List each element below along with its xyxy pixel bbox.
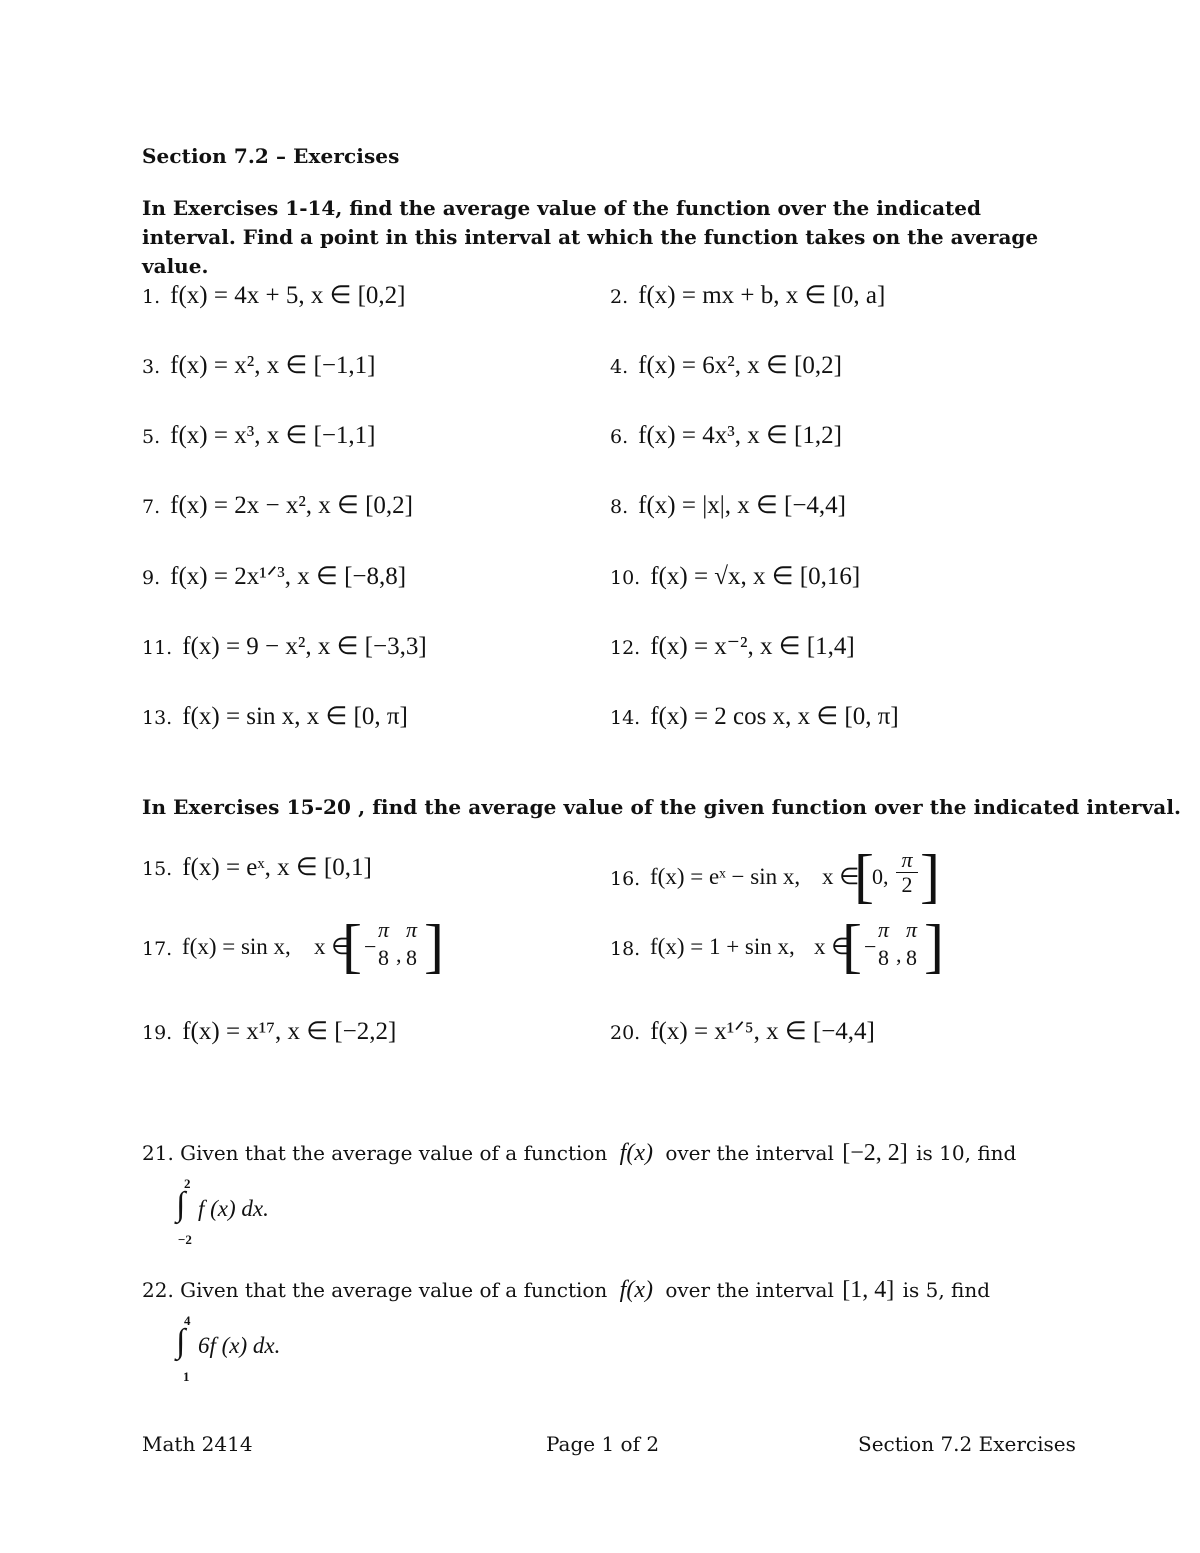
exercise-number: 6.: [610, 426, 629, 448]
fraction-denominator: 2: [901, 872, 913, 897]
exercise-10: [610, 561, 860, 591]
exercise-7: [142, 490, 413, 520]
exercise-11: [142, 631, 427, 661]
left-bracket: [: [842, 913, 862, 979]
instructions-1: In Exercises 1-14, find the average value of the function over the indicated interval. Find a point in this interval at which the function takes on the average value.: [142, 196, 1039, 278]
minus-sign: −: [364, 934, 377, 959]
exercise-number: 11.: [142, 637, 173, 659]
footer-page-number: Page 1 of 2: [546, 1432, 660, 1456]
instructions-2: In Exercises 15-20 , find the average value of the given function over the indicated interval.: [142, 795, 1182, 819]
exercise-function: f(x) = sin x,: [182, 934, 291, 959]
exercise-number: 13.: [142, 707, 173, 729]
exercise-function: f(x) = 1 + sin x,: [650, 934, 795, 959]
exercise-number: 18.: [610, 938, 641, 960]
fraction-numerator: π: [378, 917, 390, 942]
right-bracket: ]: [424, 913, 444, 979]
exercise-number: 10.: [610, 567, 641, 589]
exercise-expression: f(x) = mx + b, x ∈ [0, a]: [638, 282, 886, 309]
fraction-denominator: 8: [406, 945, 418, 970]
footer-left: Math 2414: [142, 1432, 253, 1456]
left-bracket: [: [854, 843, 874, 909]
interval-lower-fraction: [878, 918, 889, 970]
exercise-15: [142, 852, 372, 882]
comma: ,: [396, 942, 402, 967]
exercise-expression: f(x) = 6x², x ∈ [0,2]: [638, 352, 842, 379]
integral-upper-limit: 4: [184, 1313, 191, 1328]
interval-lower: 0,: [872, 864, 889, 889]
statement-text-b: over the interval: [665, 1278, 834, 1302]
fraction-denominator: 8: [878, 945, 890, 970]
exercise-3: [142, 350, 376, 380]
exercise-21-integral: [174, 1176, 314, 1246]
interval-upper-fraction: [406, 918, 417, 970]
left-bracket: [: [342, 913, 362, 979]
exercise-membership: x ∈: [814, 934, 852, 959]
footer-right: Section 7.2 Exercises: [858, 1432, 1076, 1456]
exercise-number: 7.: [142, 496, 161, 518]
exercise-expression: f(x) = sin x, x ∈ [0, π]: [182, 703, 408, 730]
exercise-expression: f(x) = 4x + 5, x ∈ [0,2]: [170, 282, 406, 309]
exercise-function: f(x) = eˣ − sin x,: [650, 864, 801, 889]
exercise-expression: f(x) = x², x ∈ [−1,1]: [170, 352, 376, 379]
exercise-number: 1.: [142, 286, 161, 308]
statement-text-c: is 10, find: [916, 1141, 1017, 1165]
exercise-8: [610, 490, 846, 520]
exercise-expression: f(x) = x⁻², x ∈ [1,4]: [650, 633, 855, 660]
exercise-number: 20.: [610, 1022, 641, 1044]
integral-lower-limit: −2: [178, 1232, 192, 1247]
exercise-membership: x ∈: [314, 934, 352, 959]
exercise-number: 2.: [610, 286, 629, 308]
exercise-number: 15.: [142, 858, 173, 880]
exercise-number: 9.: [142, 567, 161, 589]
fraction-numerator: π: [906, 917, 918, 942]
exercise-number: 17.: [142, 938, 173, 960]
fraction-denominator: 8: [378, 945, 390, 970]
comma: ,: [896, 942, 902, 967]
interval: [1, 4]: [842, 1277, 895, 1303]
exercise-expression: f(x) = x³, x ∈ [−1,1]: [170, 422, 376, 449]
right-bracket: ]: [924, 913, 944, 979]
integral-sign: ∫: [176, 1186, 186, 1223]
exercise-expression: f(x) = x¹⁷, x ∈ [−2,2]: [182, 1018, 397, 1045]
right-bracket: ]: [920, 843, 940, 909]
exercise-5: [142, 420, 376, 450]
section-title: Section 7.2 – Exercises: [142, 144, 400, 168]
exercise-number: 19.: [142, 1022, 173, 1044]
fraction-numerator: π: [901, 847, 913, 872]
integral-lower-limit: 1: [183, 1369, 190, 1384]
interval-upper-fraction: [896, 848, 918, 897]
exercise-22-integral: [174, 1313, 334, 1383]
statement-text-c: is 5, find: [902, 1278, 991, 1302]
exercise-expression: f(x) = 2 cos x, x ∈ [0, π]: [650, 703, 899, 730]
exercise-20: [610, 1016, 875, 1046]
exercise-number: 5.: [142, 426, 161, 448]
exercise-number: 21.: [142, 1141, 174, 1165]
fraction-denominator: 8: [906, 945, 918, 970]
function-symbol: f(x): [619, 1140, 653, 1166]
interval-lower-fraction: [378, 918, 389, 970]
integral-upper-limit: 2: [184, 1176, 191, 1191]
exercise-6: [610, 420, 842, 450]
exercise-19: [142, 1016, 396, 1046]
exercise-number: 3.: [142, 356, 161, 378]
exercise-number: 14.: [610, 707, 641, 729]
interval-upper-fraction: [906, 918, 917, 970]
integral-sign: ∫: [176, 1323, 186, 1360]
exercise-expression: f(x) = 4x³, x ∈ [1,2]: [638, 422, 842, 449]
exercise-2: [610, 280, 885, 310]
exercise-expression: f(x) = 2x − x², x ∈ [0,2]: [170, 492, 413, 519]
exercise-12: [610, 631, 855, 661]
exercise-number: 8.: [610, 496, 629, 518]
exercise-expression: f(x) = 9 − x², x ∈ [−3,3]: [182, 633, 427, 660]
integrand: f (x) dx.: [198, 1196, 269, 1221]
exercise-22-statement: [142, 1277, 990, 1304]
exercise-number: 4.: [610, 356, 629, 378]
exercise-number: 16.: [610, 868, 641, 890]
exercise-expression: f(x) = 2x¹ᐟ³, x ∈ [−8,8]: [170, 563, 407, 590]
integrand: 6f (x) dx.: [198, 1333, 281, 1358]
exercise-number: 22.: [142, 1278, 174, 1302]
statement-text-a: Given that the average value of a function: [180, 1278, 608, 1302]
exercise-14: [610, 701, 899, 731]
exercise-9: [142, 561, 406, 591]
minus-sign: −: [864, 934, 877, 959]
fraction-numerator: π: [406, 917, 418, 942]
exercise-1: [142, 280, 406, 310]
exercise-13: [142, 701, 408, 731]
function-symbol: f(x): [619, 1277, 653, 1303]
fraction-numerator: π: [878, 917, 890, 942]
exercise-membership: x ∈: [822, 864, 860, 889]
exercise-21-statement: [142, 1140, 1016, 1167]
exercise-number: 12.: [610, 637, 641, 659]
exercise-expression: f(x) = x¹ᐟ⁵, x ∈ [−4,4]: [650, 1018, 875, 1045]
interval: [−2, 2]: [842, 1140, 908, 1166]
statement-text-b: over the interval: [665, 1141, 834, 1165]
exercise-expression: f(x) = √x, x ∈ [0,16]: [650, 563, 861, 590]
statement-text-a: Given that the average value of a function: [180, 1141, 608, 1165]
exercise-expression: f(x) = eˣ, x ∈ [0,1]: [182, 854, 372, 881]
exercise-expression: f(x) = |x|, x ∈ [−4,4]: [638, 492, 847, 519]
exercise-4: [610, 350, 842, 380]
